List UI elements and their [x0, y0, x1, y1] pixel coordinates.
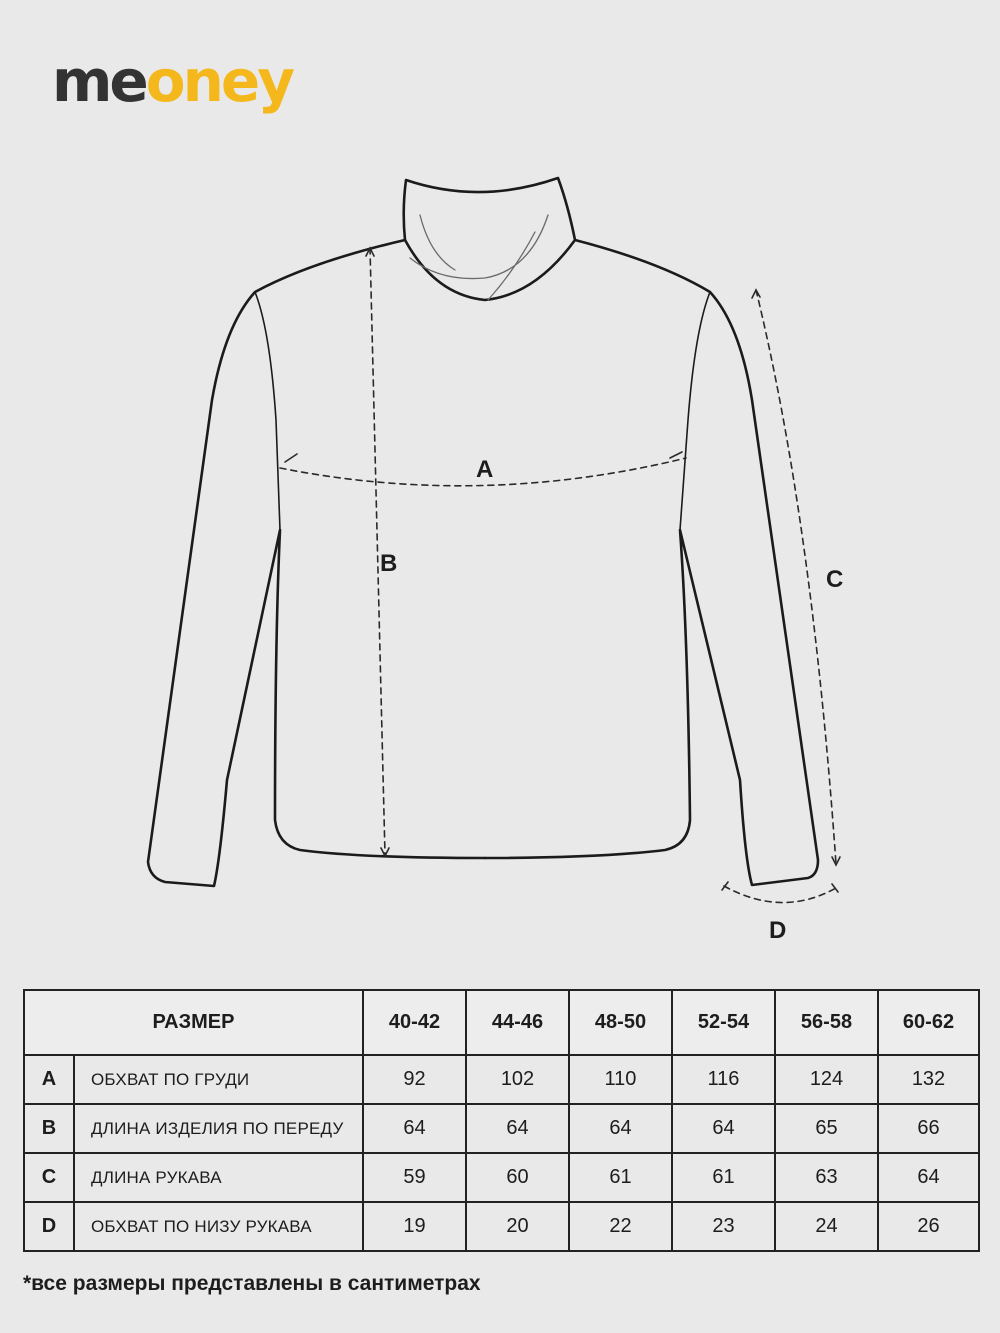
size-column-header: 44-46	[466, 990, 569, 1055]
table-cell: 64	[363, 1104, 466, 1153]
row-parameter-name: ОБХВАТ ПО НИЗУ РУКАВА	[74, 1202, 363, 1251]
table-cell: 64	[569, 1104, 672, 1153]
size-table	[23, 989, 980, 1252]
table-cell: 61	[569, 1153, 672, 1202]
table-cell: 64	[878, 1153, 979, 1202]
table-cell: 61	[672, 1153, 775, 1202]
row-code: B	[24, 1104, 74, 1153]
row-parameter-name: ДЛИНА ИЗДЕЛИЯ ПО ПЕРЕДУ	[74, 1104, 363, 1153]
measure-hook-c-top	[752, 290, 760, 298]
table-cell: 66	[878, 1104, 979, 1153]
dimension-label-c: C	[826, 566, 844, 593]
size-column-header: 56-58	[775, 990, 878, 1055]
row-parameter-name: ДЛИНА РУКАВА	[74, 1153, 363, 1202]
table-cell: 23	[672, 1202, 775, 1251]
measure-line-d	[724, 886, 836, 903]
size-column-header: 60-62	[878, 990, 979, 1055]
table-cell: 26	[878, 1202, 979, 1251]
table-cell: 102	[466, 1055, 569, 1104]
table-cell: 19	[363, 1202, 466, 1251]
table-cell: 22	[569, 1202, 672, 1251]
measure-hook-d-left	[722, 882, 728, 890]
measure-hook-a-left	[285, 454, 297, 462]
table-cell: 110	[569, 1055, 672, 1104]
collar-fold-1	[420, 215, 455, 270]
table-cell: 59	[363, 1153, 466, 1202]
row-code: C	[24, 1153, 74, 1202]
table-row	[24, 1153, 979, 1202]
dimension-label-d: D	[769, 917, 787, 944]
measure-hook-b-bottom	[381, 848, 389, 856]
size-table-header-row	[24, 990, 979, 1055]
collar-outline	[404, 178, 575, 300]
table-row	[24, 1202, 979, 1251]
armhole-seam-left	[255, 292, 280, 530]
dimension-label-b: B	[380, 550, 398, 577]
table-cell: 64	[672, 1104, 775, 1153]
table-cell: 116	[672, 1055, 775, 1104]
measure-line-c	[756, 290, 836, 864]
table-cell: 124	[775, 1055, 878, 1104]
size-column-header: 52-54	[672, 990, 775, 1055]
collar-fold-3	[488, 232, 535, 300]
table-cell: 92	[363, 1055, 466, 1104]
table-cell: 65	[775, 1104, 878, 1153]
size-column-header: 48-50	[569, 990, 672, 1055]
table-cell: 63	[775, 1153, 878, 1202]
sweater-outline-right	[485, 240, 818, 885]
row-code: D	[24, 1202, 74, 1251]
measure-hook-d-right	[832, 884, 838, 892]
size-header-label: РАЗМЕР	[24, 990, 363, 1055]
table-row	[24, 1055, 979, 1104]
footnote: *все размеры представлены в сантиметрах	[23, 1272, 481, 1295]
brand-logo-part1: me	[52, 47, 146, 115]
table-cell: 20	[466, 1202, 569, 1251]
row-parameter-name: ОБХВАТ ПО ГРУДИ	[74, 1055, 363, 1104]
armhole-seam-right	[680, 292, 710, 530]
table-cell: 24	[775, 1202, 878, 1251]
sweater-outline-left	[148, 240, 485, 886]
measure-hook-a-right	[670, 452, 682, 458]
table-row	[24, 1104, 979, 1153]
dimension-label-a: A	[476, 456, 494, 483]
table-cell: 132	[878, 1055, 979, 1104]
row-code: A	[24, 1055, 74, 1104]
table-cell: 60	[466, 1153, 569, 1202]
size-column-header: 40-42	[363, 990, 466, 1055]
table-cell: 64	[466, 1104, 569, 1153]
brand-logo-part2: oney	[145, 47, 293, 115]
